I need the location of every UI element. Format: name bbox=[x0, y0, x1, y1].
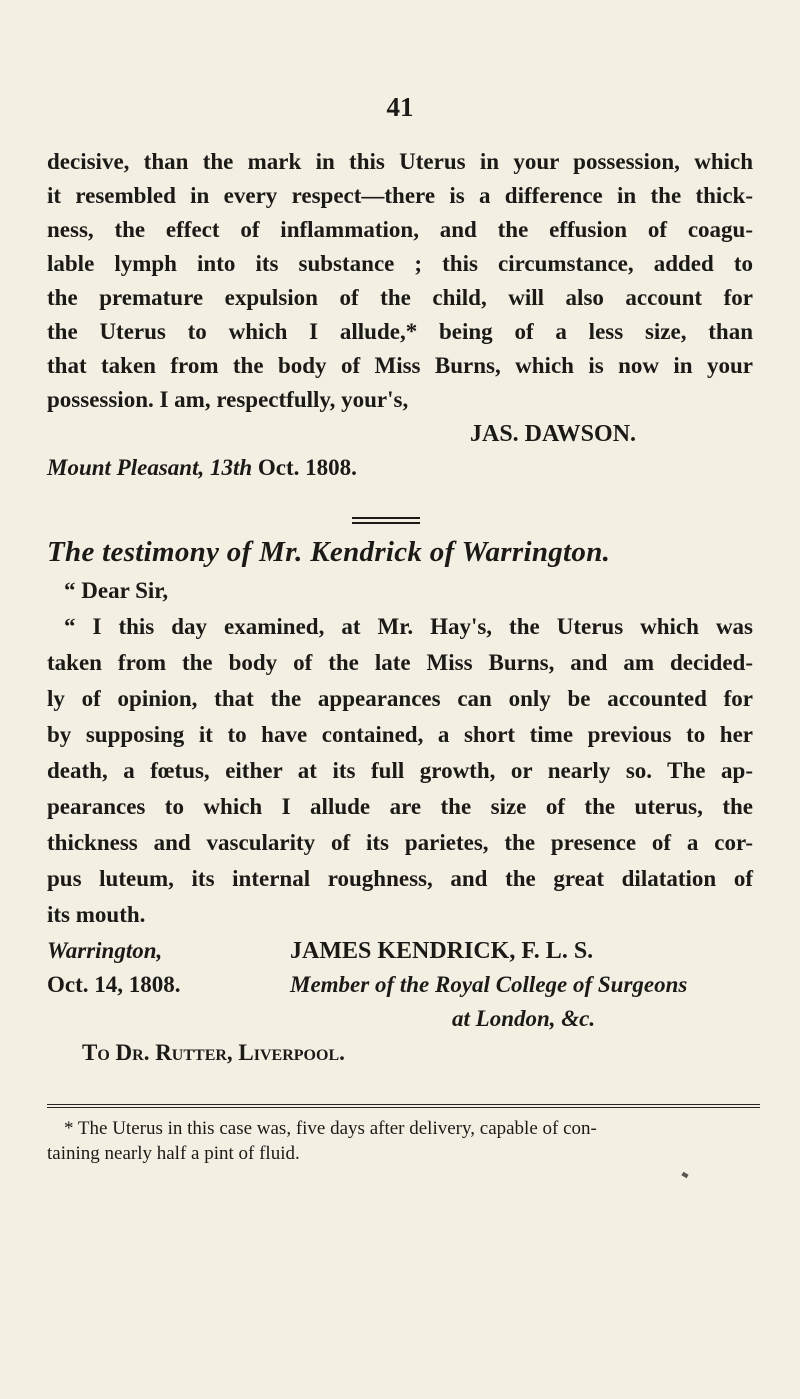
page-number: 41 bbox=[386, 92, 414, 122]
letter2-salutation: “ Dear Sir, bbox=[64, 578, 169, 603]
letter1-line: lable lymph into its substance ; this circumstance, added to bbox=[47, 251, 753, 276]
section-heading: The testimony of Mr. Kendrick of Warrington. bbox=[47, 536, 611, 568]
letter1-line: the Uterus to which I allude,* being of a less size, than bbox=[47, 319, 753, 344]
section-divider bbox=[352, 517, 420, 519]
letter1-signature: JAS. DAWSON. bbox=[470, 421, 637, 447]
footnote-line: taining nearly half a pint of fluid. bbox=[47, 1143, 300, 1164]
footnote-line: * The Uterus in this case was, five days after delivery, capable of con- bbox=[64, 1118, 597, 1139]
letter1-line: ness, the effect of inflammation, and the effusion of coagu- bbox=[47, 217, 753, 242]
letter1-dateline bbox=[47, 453, 753, 483]
letter2-line: pearances to which I allude are the size of the uterus, the bbox=[47, 794, 753, 819]
letter2-last-line: its mouth. bbox=[47, 902, 146, 927]
letter2-place: Warrington, bbox=[47, 938, 163, 963]
letter2-line: “ I this day examined, at Mr. Hay's, the Uterus which was bbox=[64, 614, 753, 639]
letter2-line: death, a fœtus, either at its full growth, or nearly so. The ap- bbox=[47, 758, 753, 783]
letter2-signature: JAMES KENDRICK, F. L. S. bbox=[290, 938, 594, 964]
letter1-line: the premature expulsion of the child, will also account for bbox=[47, 285, 753, 310]
letter1-closing: possession. I am, respectfully, your's, bbox=[47, 387, 409, 412]
letter2-title: Member of the Royal College of Surgeons bbox=[290, 972, 688, 997]
letter2-date: Oct. 14, 1808. bbox=[47, 972, 181, 997]
letter1-line: decisive, than the mark in this Uterus in your possession, which bbox=[47, 149, 753, 174]
letter2-line: ly of opinion, that the appearances can only be accounted for bbox=[47, 686, 753, 711]
letter1-place: Mount Pleasant, bbox=[47, 455, 205, 480]
footnote-rule bbox=[47, 1104, 760, 1105]
section-divider bbox=[352, 522, 420, 524]
letter1-line: it resembled in every respect—there is a difference in the thick- bbox=[47, 183, 753, 208]
letter2-line: thickness and vascularity of its parietes, the presence of a cor- bbox=[47, 830, 753, 855]
letter2-title-location: at London, &c. bbox=[452, 1006, 596, 1031]
letter2-line: taken from the body of the late Miss Burns, and am decided- bbox=[47, 650, 753, 675]
letter1-line: that taken from the body of Miss Burns, which is now in your bbox=[47, 353, 753, 378]
ink-mark bbox=[681, 1172, 688, 1178]
footnote-rule bbox=[47, 1107, 760, 1108]
letter2-address: To Dr. Rutter, Liverpool. bbox=[82, 1040, 345, 1065]
letter1-date-day: 13th bbox=[209, 455, 253, 480]
letter1-date-rest: Oct. 1808. bbox=[257, 455, 357, 480]
letter2-line: by supposing it to have contained, a short time previous to her bbox=[47, 722, 753, 747]
letter2-line: pus luteum, its internal roughness, and the great dilatation of bbox=[47, 866, 753, 891]
